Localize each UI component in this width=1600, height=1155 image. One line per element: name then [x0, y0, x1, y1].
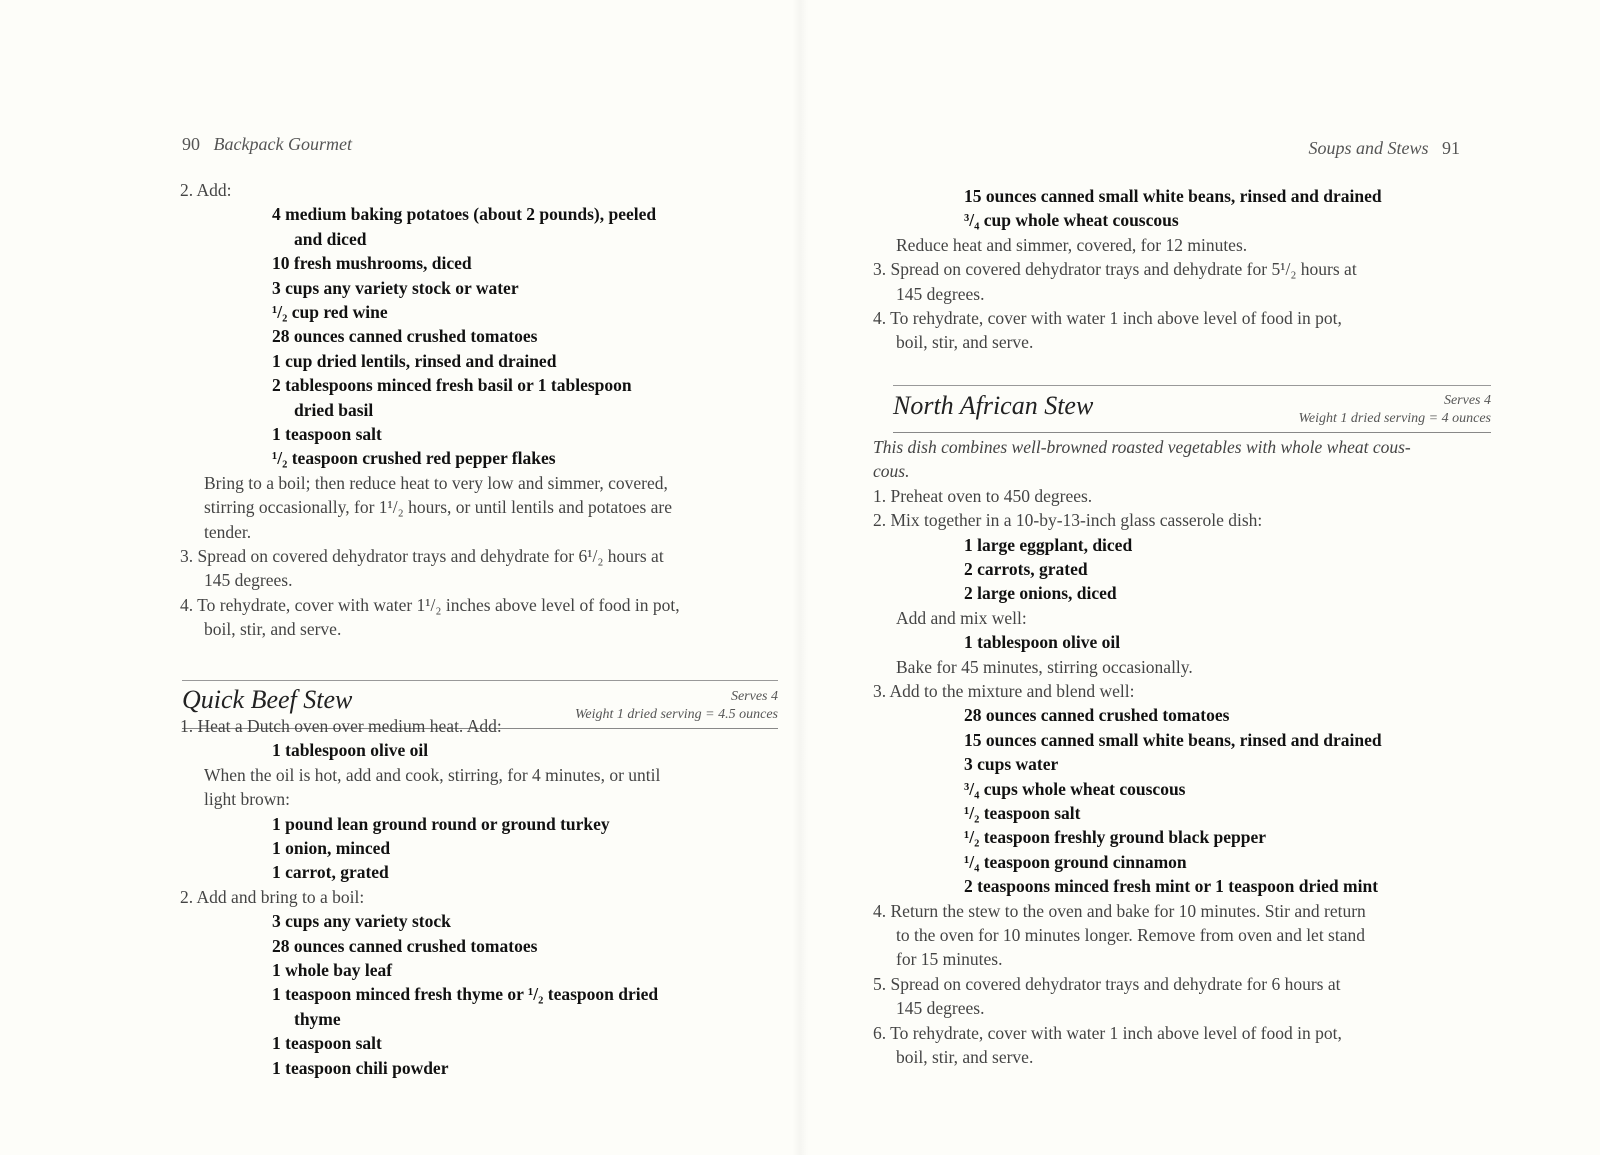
- ingredient-line: 1 onion, minced: [272, 838, 391, 858]
- ingredient-line: and diced: [294, 228, 367, 249]
- text-line: for 15 minutes.: [896, 949, 1003, 970]
- ingredient-line: 2 large onions, diced: [964, 583, 1117, 604]
- ingredient-line: 1 pound lean ground round or ground turkey: [272, 813, 610, 834]
- text-line: boil, stir, and serve.: [204, 619, 342, 640]
- recipe-title-quick-beef-stew: Quick Beef Stew: [182, 685, 353, 714]
- step-line: 3. Spread on covered dehydrator trays and dehydrate for 5¹/₂ hours at: [873, 259, 1357, 280]
- weight-label: Weight 1 dried serving = 4.5 ounces: [575, 707, 778, 722]
- ingredient-line: 1 large eggplant, diced: [964, 534, 1133, 555]
- step-line: 1. Heat a Dutch oven over medium heat. Add:: [180, 716, 502, 736]
- ingredient-line: 1 carrot, grated: [272, 862, 389, 883]
- step-line: 2. Add and bring to a boil:: [180, 886, 365, 907]
- ingredient-line: 28 ounces canned crushed tomatoes: [272, 326, 538, 347]
- intro-line: This dish combines well-browned roasted vegetables with whole wheat cous-: [873, 437, 1411, 457]
- ingredient-line: ¹/₄ teaspoon ground cinnamon: [964, 851, 1187, 872]
- ingredient-line: ¹/₂ teaspoon crushed red pepper flakes: [272, 448, 556, 469]
- text-line: tender.: [204, 521, 252, 542]
- text-line: 145 degrees.: [896, 998, 985, 1019]
- intro-line: cous.: [873, 461, 910, 482]
- step-line: 4. Return the stew to the oven and bake for 10 minutes. Stir and return: [873, 900, 1366, 921]
- ingredient-line: 2 teaspoons minced fresh mint or 1 teaspoon dried mint: [964, 876, 1379, 897]
- ingredient-line: 1 teaspoon chili powder: [272, 1057, 449, 1078]
- recipe-meta: [460, 688, 778, 724]
- ingredient-line: 1 tablespoon olive oil: [272, 740, 429, 761]
- left-running-header: [182, 134, 352, 155]
- right-page: [800, 0, 1600, 1155]
- ingredient-line: dried basil: [294, 399, 374, 420]
- ingredient-line: 15 ounces canned small white beans, rinsed and drained: [964, 729, 1382, 750]
- recipe-meta: [1170, 392, 1491, 428]
- ingredient-line: 1 teaspoon salt: [272, 1033, 382, 1054]
- right-page-number: 91: [1442, 138, 1460, 158]
- step-line: 2. Mix together in a 10-by-13-inch glass casserole dish:: [873, 510, 1263, 531]
- ingredient-line: thyme: [294, 1008, 341, 1029]
- ingredient-line: ¹/₂ teaspoon freshly ground black pepper: [964, 827, 1267, 848]
- text-line: light brown:: [204, 789, 291, 810]
- ingredient-line: 2 carrots, grated: [964, 559, 1088, 579]
- step-line: 6. To rehydrate, cover with water 1 inch above level of food in pot,: [873, 1022, 1342, 1043]
- ingredient-line: ¹/₂ teaspoon salt: [964, 803, 1081, 823]
- title-rule-bottom: [893, 432, 1491, 433]
- step-line: 4. To rehydrate, cover with water 1¹/₂ inches above level of food in pot,: [180, 594, 680, 615]
- ingredient-line: 15 ounces canned small white beans, rinsed and drained: [964, 186, 1382, 206]
- text-line: When the oil is hot, add and cook, stirring, for 4 minutes, or until: [204, 764, 661, 785]
- text-line: boil, stir, and serve.: [896, 1047, 1034, 1067]
- right-running-header: [1308, 138, 1460, 159]
- text-line: Bake for 45 minutes, stirring occasionally.: [896, 656, 1193, 677]
- ingredient-line: ¹/₂ cup red wine: [272, 302, 388, 322]
- ingredient-line: 2 tablespoons minced fresh basil or 1 tablespoon: [272, 375, 632, 396]
- step-line: 5. Spread on covered dehydrator trays and dehydrate for 6 hours at: [873, 973, 1341, 994]
- ingredient-line: ³/₄ cup whole wheat couscous: [964, 210, 1179, 231]
- ingredient-line: 28 ounces canned crushed tomatoes: [272, 935, 538, 956]
- left-page-number: 90: [182, 134, 200, 154]
- step-line: 2. Add:: [180, 180, 232, 200]
- text-line: 145 degrees.: [896, 283, 985, 304]
- ingredient-line: 1 teaspoon salt: [272, 424, 382, 444]
- text-line: 145 degrees.: [204, 570, 293, 591]
- step-line: 3. Spread on covered dehydrator trays and dehydrate for 6¹/₂ hours at: [180, 546, 664, 566]
- text-line: Reduce heat and simmer, covered, for 12 minutes.: [896, 234, 1248, 255]
- step-line: 3. Add to the mixture and blend well:: [873, 681, 1135, 701]
- text-line: Bring to a boil; then reduce heat to very low and simmer, covered,: [204, 472, 668, 493]
- ingredient-line: 3 cups water: [964, 754, 1059, 775]
- weight-label: Weight 1 dried serving = 4 ounces: [1298, 411, 1491, 426]
- ingredient-line: ³/₄ cups whole wheat couscous: [964, 778, 1186, 799]
- title-rule-top: [182, 680, 778, 681]
- recipe-title-north-african-stew: North African Stew: [893, 391, 1094, 420]
- title-rule-top: [893, 385, 1491, 386]
- ingredient-line: 3 cups any variety stock: [272, 911, 451, 932]
- step-line: 1. Preheat oven to 450 degrees.: [873, 485, 1093, 506]
- ingredient-line: 1 whole bay leaf: [272, 960, 393, 980]
- text-line: stirring occasionally, for 1¹/₂ hours, or until lentils and potatoes are: [204, 497, 673, 518]
- serves-label: Serves 4: [730, 689, 778, 704]
- text-line: to the oven for 10 minutes longer. Remove from oven and let stand: [896, 925, 1365, 945]
- ingredient-line: 1 cup dried lentils, rinsed and drained: [272, 350, 557, 371]
- ingredient-line: 28 ounces canned crushed tomatoes: [964, 705, 1230, 726]
- ingredient-line: 1 tablespoon olive oil: [964, 632, 1121, 653]
- right-section-title: Soups and Stews: [1308, 138, 1429, 158]
- step-line: 4. To rehydrate, cover with water 1 inch above level of food in pot,: [873, 308, 1342, 328]
- text-line: Add and mix well:: [896, 607, 1027, 628]
- ingredient-line: 3 cups any variety stock or water: [272, 277, 519, 298]
- ingredient-line: 4 medium baking potatoes (about 2 pounds), peeled: [272, 204, 657, 225]
- left-book-title: Backpack Gourmet: [213, 134, 352, 154]
- text-line: boil, stir, and serve.: [896, 332, 1034, 353]
- ingredient-line: 1 teaspoon minced fresh thyme or ¹/₂ teaspoon dried: [272, 984, 659, 1005]
- serves-label: Serves 4: [1443, 393, 1491, 408]
- ingredient-line: 10 fresh mushrooms, diced: [272, 253, 472, 274]
